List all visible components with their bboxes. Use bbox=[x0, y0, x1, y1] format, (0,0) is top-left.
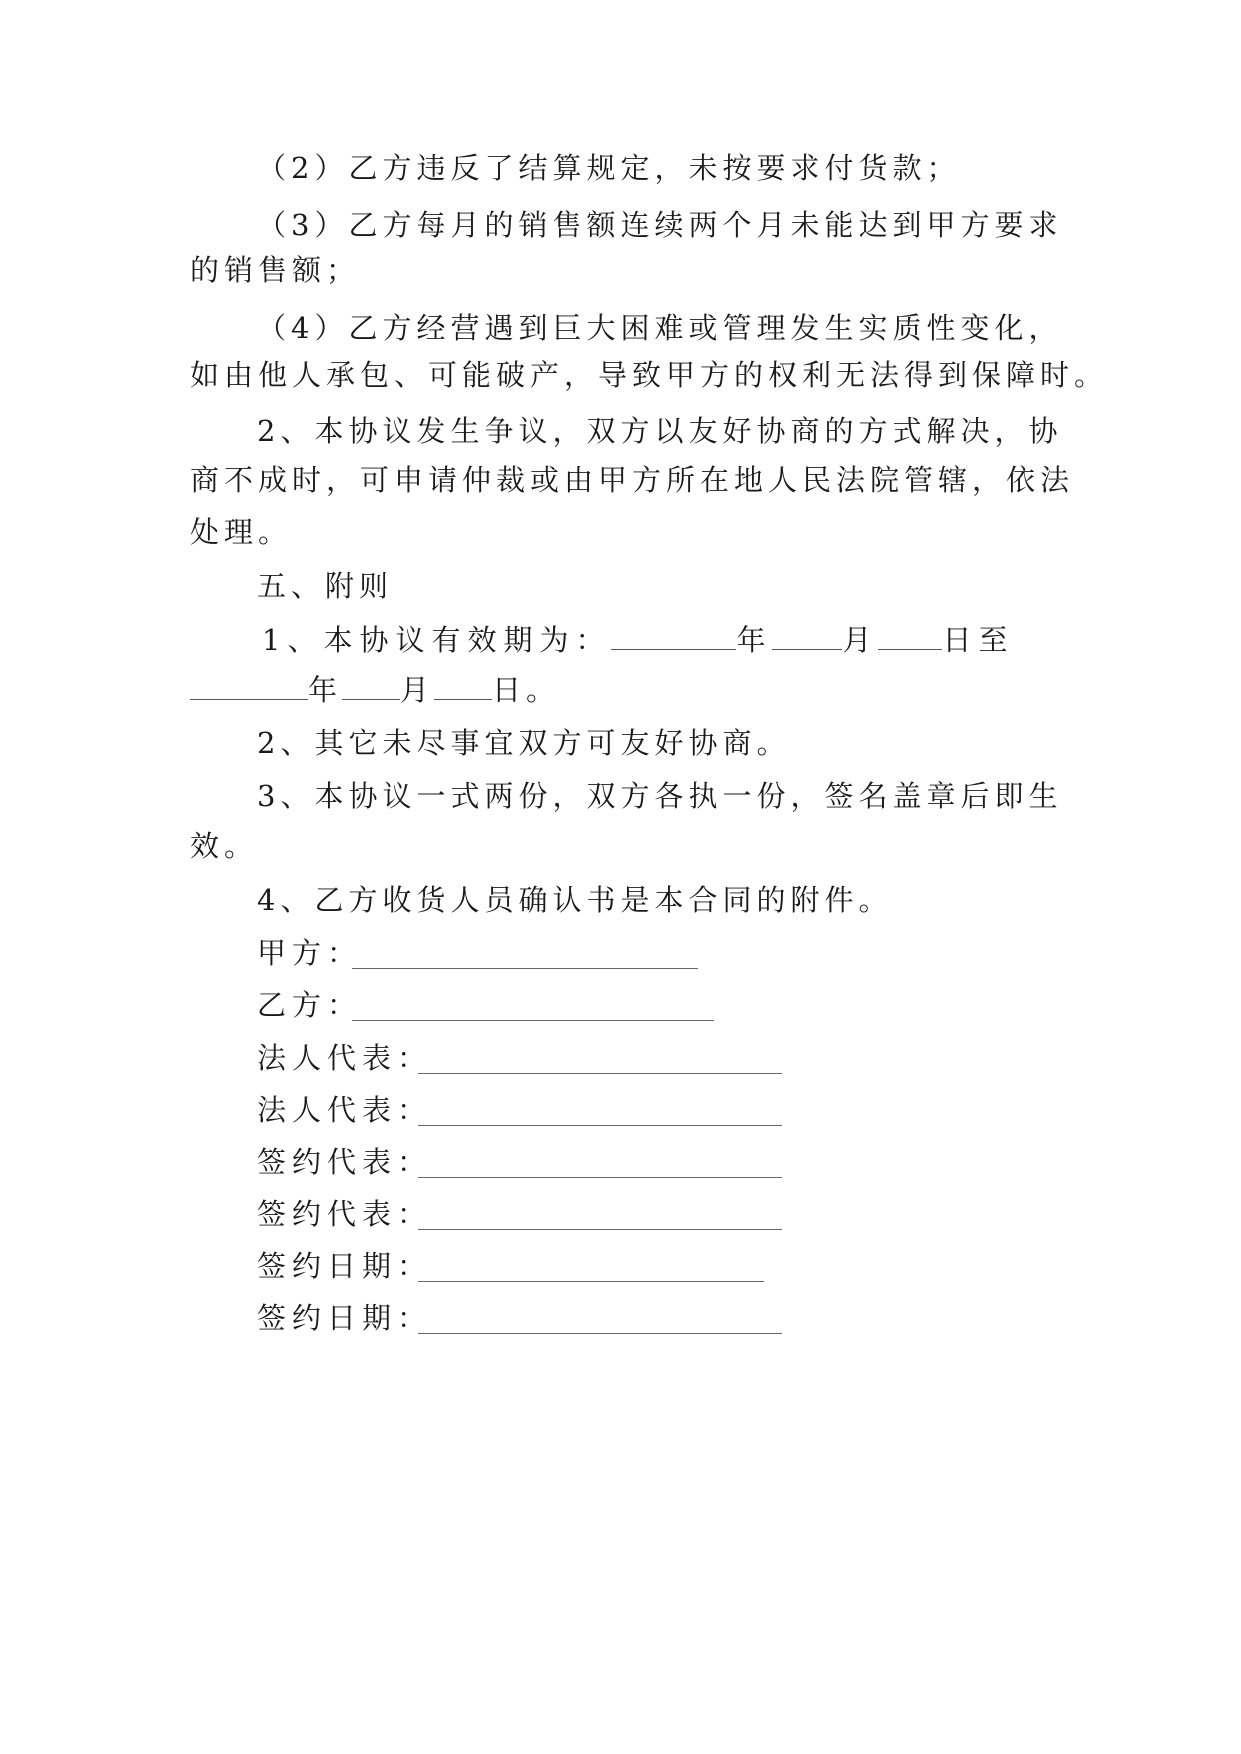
sig-line-signing-date-2[interactable] bbox=[418, 1333, 782, 1334]
term-day-to-label: 日至 bbox=[942, 623, 1015, 657]
section-heading-appendix: 五、附则 bbox=[257, 569, 394, 603]
sig-line-party-b[interactable] bbox=[352, 1020, 714, 1021]
term-day-end-label: 日。 bbox=[492, 673, 561, 707]
sig-line-legal-rep-1[interactable] bbox=[418, 1073, 782, 1074]
annex-note: 4、乙方收货人员确认书是本合同的附件。 bbox=[257, 883, 893, 917]
sig-label-signing-date-1: 签约日期： bbox=[257, 1249, 433, 1283]
term-start-day-blank[interactable] bbox=[878, 625, 942, 650]
term-line-2 bbox=[190, 672, 560, 708]
dispute-line-3: 处理。 bbox=[190, 515, 293, 549]
sig-label-legal-rep-2: 法人代表： bbox=[257, 1093, 433, 1127]
term-end-year-blank[interactable] bbox=[190, 675, 308, 700]
sig-line-legal-rep-2[interactable] bbox=[418, 1125, 782, 1126]
term-year-label: 年 bbox=[736, 623, 773, 657]
clause-4-line-1: （4）乙方经营遇到巨大困难或管理发生实质性变化， bbox=[257, 311, 1063, 345]
clause-3-line-2: 的销售额； bbox=[190, 253, 361, 287]
term-month-label: 月 bbox=[842, 623, 879, 657]
sig-label-legal-rep-1: 法人代表： bbox=[257, 1041, 433, 1075]
term-line-1 bbox=[262, 622, 1015, 658]
term-year2-label: 年 bbox=[308, 673, 343, 707]
sig-label-signing-rep-1: 签约代表： bbox=[257, 1145, 433, 1179]
dispute-line-2: 商不成时，可申请仲裁或由甲方所在地人民法院管辖，依法 bbox=[190, 463, 1075, 497]
term-start-month-blank[interactable] bbox=[772, 625, 842, 650]
sig-label-signing-date-2: 签约日期： bbox=[257, 1301, 433, 1335]
clause-4-line-2: 如由他人承包、可能破产，导致甲方的权利无法得到保障时。 bbox=[190, 358, 1109, 392]
sig-line-signing-date-1[interactable] bbox=[418, 1281, 764, 1282]
sig-line-signing-rep-2[interactable] bbox=[418, 1229, 782, 1230]
term-start-year-blank[interactable] bbox=[611, 625, 736, 650]
clause-2: （2）乙方违反了结算规定，未按要求付货款； bbox=[257, 151, 961, 185]
term-prefix: 1、本协议有效期为： bbox=[262, 623, 612, 657]
other-matters: 2、其它未尽事宜双方可友好协商。 bbox=[257, 726, 791, 760]
term-end-day-blank[interactable] bbox=[434, 675, 492, 700]
sig-label-party-b: 乙方： bbox=[257, 988, 363, 1022]
dispute-line-1: 2、本协议发生争议，双方以友好协商的方式解决，协 bbox=[257, 414, 1063, 448]
term-month2-label: 月 bbox=[400, 673, 435, 707]
copies-line-1: 3、本协议一式两份，双方各执一份，签名盖章后即生 bbox=[257, 779, 1063, 813]
sig-label-party-a: 甲方： bbox=[257, 936, 363, 970]
term-end-month-blank[interactable] bbox=[342, 675, 400, 700]
sig-line-signing-rep-1[interactable] bbox=[418, 1177, 782, 1178]
clause-3-line-1: （3）乙方每月的销售额连续两个月未能达到甲方要求 bbox=[257, 208, 1063, 242]
copies-line-2: 效。 bbox=[190, 829, 259, 863]
sig-label-signing-rep-2: 签约代表： bbox=[257, 1197, 433, 1231]
sig-line-party-a[interactable] bbox=[352, 968, 698, 969]
